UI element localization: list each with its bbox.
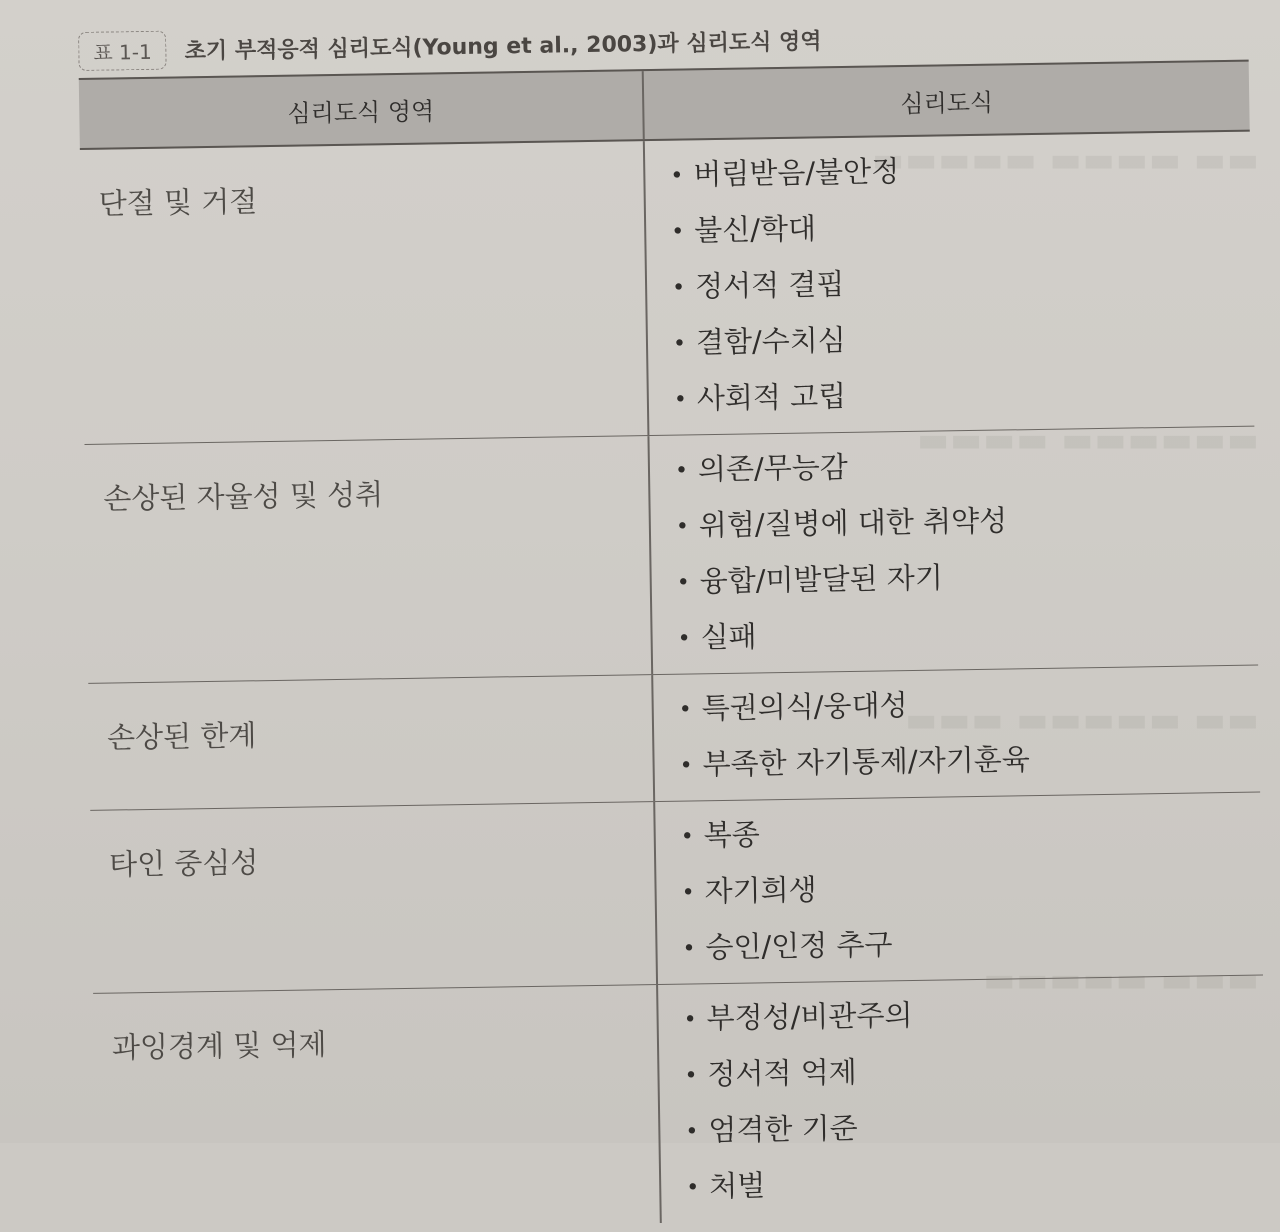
schema-list (658, 976, 1267, 1223)
table-row (88, 666, 1260, 811)
schema-list (655, 793, 1263, 984)
bleed-through-text: ▬▬▬▬▬ ▬▬▬▬ ▬▬ (872, 140, 1260, 180)
schema-list (653, 666, 1260, 801)
schema-item: • 의존/무능감 (675, 435, 1256, 500)
schema-item: • 위험/질병에 대한 취약성 (675, 491, 1256, 556)
schema-item: • 승인/인정 추구 (682, 913, 1263, 978)
schema-item: • 부정성/비관주의 (683, 984, 1264, 1049)
schema-item: • 불신/학대 (671, 196, 1252, 261)
domain-cell: 과잉경계 및 억제 (93, 985, 662, 1232)
schema-table (78, 12, 1267, 1232)
table-title: 초기 부적응적 심리도식(Young et al., 2003)과 심리도식 영역 (184, 28, 822, 64)
bleed-through-text: ▬▬▬ ▬▬▬▬▬ ▬▬ (905, 700, 1260, 740)
domain-cell: 타인 중심성 (90, 802, 658, 993)
table-number-label: 표 1-1 (78, 30, 167, 70)
schema-item: • 엄격한 기준 (685, 1095, 1266, 1160)
domain-cell: 손상된 자율성 및 성취 (85, 436, 654, 683)
schema-item: • 융합/미발달된 자기 (676, 547, 1257, 612)
domain-cell: 단절 및 거절 (80, 141, 650, 444)
schema-item: • 처벌 (686, 1151, 1267, 1216)
bleed-through-text: ▬▬▬▬▬ ▬▬▬ (983, 960, 1260, 1000)
schema-list (645, 132, 1255, 435)
schema-item: • 특권의식/웅대성 (678, 674, 1259, 739)
schema-item: • 실패 (677, 603, 1258, 668)
table-row (85, 427, 1259, 684)
schema-item: • 정서적 결핍 (672, 252, 1253, 317)
schema-item: • 사회적 고립 (673, 364, 1254, 429)
schema-item: • 결함/수치심 (673, 308, 1254, 373)
schema-item: • 부족한 자기통제/자기훈육 (679, 730, 1260, 795)
schema-item: • 복종 (680, 801, 1261, 866)
bleed-through-text: ▬▬▬▬ ▬▬▬▬▬▬ (916, 420, 1260, 460)
header-domain: 심리도식 영역 (79, 71, 645, 148)
schema-item: • 자기희생 (681, 857, 1262, 922)
schema-item: • 정서적 억제 (684, 1039, 1265, 1104)
table-row (80, 132, 1254, 445)
table-row (93, 976, 1267, 1232)
schema-list (649, 427, 1258, 674)
domain-cell: 손상된 한계 (88, 675, 655, 810)
table-row (90, 793, 1263, 994)
header-schema: 심리도식 (900, 88, 994, 118)
schema-item: • 버림받음/불안정 (670, 140, 1251, 205)
